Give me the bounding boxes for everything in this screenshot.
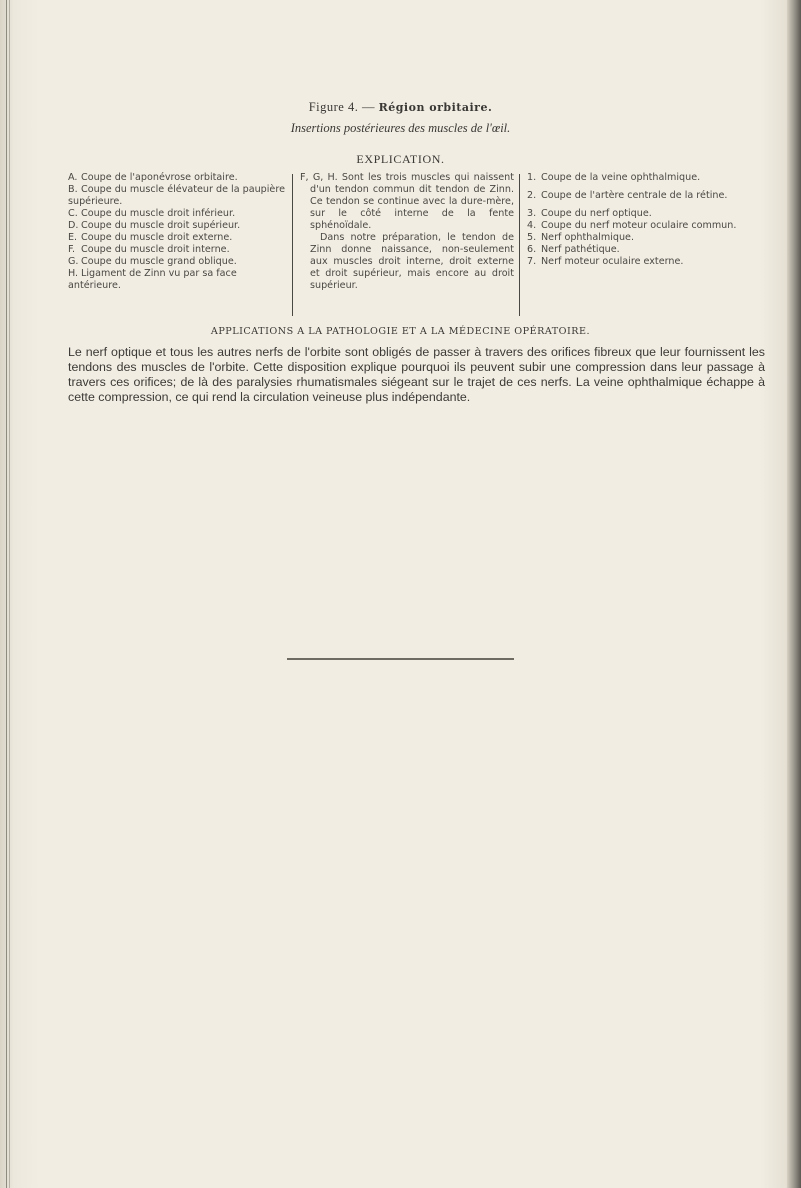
figure-label: Figure 4. — — [308, 100, 375, 114]
legend-description-column — [300, 172, 514, 292]
description-line: d'un tendon commun dit tendon de Zinn. — [310, 184, 514, 195]
description-line: et droit supérieur, mais encore au droit — [310, 268, 514, 279]
legend-item-b: B. Coupe du muscle élévateur de la paupière — [68, 184, 285, 195]
description-line: sur le côté interne de la fente sphénoïdale. — [310, 208, 514, 231]
legend-item-a: A. Coupe de l'aponévrose orbitaire. — [68, 172, 238, 183]
description-line: Ce tendon se continue avec la dure-mère, — [310, 196, 514, 207]
description-line: supérieur. — [310, 280, 358, 291]
column-divider-2 — [519, 174, 520, 316]
legend-item-3: 3. Coupe du nerf optique. — [527, 208, 652, 219]
description-line: F, G, H. Sont les trois muscles qui naissent — [300, 172, 514, 183]
column-divider-1 — [292, 174, 293, 316]
description-line: Zinn donne naissance, non-seulement — [310, 244, 514, 255]
legend-item-1: 1. Coupe de la veine ophthalmique. — [527, 172, 701, 183]
legend-letters-column — [68, 172, 290, 292]
legend-item-6: 6. Nerf pathétique. — [527, 244, 620, 255]
legend-item-c: C. Coupe du muscle droit inférieur. — [68, 208, 236, 219]
legend-item-d: D. Coupe du muscle droit supérieur. — [68, 220, 241, 231]
legend-item-7: 7. Nerf moteur oculaire externe. — [527, 256, 684, 267]
page-right-edge — [787, 0, 801, 1188]
legend-numbers-column — [527, 172, 767, 268]
legend-item-g: G. Coupe du muscle grand oblique. — [68, 256, 237, 267]
applications-heading: APPLICATIONS A LA PATHOLOGIE ET A LA MÉDECINE OPÉRATOIRE. — [210, 326, 591, 337]
figure-subtitle: Insertions postérieures des muscles de l'œil. — [290, 121, 511, 135]
description-line: Dans notre préparation, le tendon de — [320, 232, 514, 243]
binding-edge-line — [6, 0, 7, 1188]
explication-heading: EXPLICATION. — [356, 152, 445, 166]
legend-item-e: E. Coupe du muscle droit externe. — [68, 232, 233, 243]
legend-item-2: 2. Coupe de l'artère centrale de la rétine. — [527, 190, 728, 201]
binding-edge-line-inner — [9, 0, 10, 1188]
legend-item-4: 4. Coupe du nerf moteur oculaire commun. — [527, 220, 737, 231]
legend-item-f: F. Coupe du muscle droit interne. — [68, 244, 230, 255]
legend-item-b-continued: supérieure. — [68, 196, 123, 207]
figure-title — [0, 100, 801, 115]
figure-region: Région orbitaire. — [378, 101, 493, 114]
description-line: aux muscles droit interne, droit externe — [310, 256, 514, 267]
legend-item-h: H. Ligament de Zinn vu par sa face antérieure. — [68, 268, 237, 291]
applications-paragraph: Le nerf optique et tous les autres nerfs de l'orbite sont obligés de passer à travers des orifices fibreux que leur fournissent les tendons des muscles de l'orbite. Cette disposition explique pourquoi ils peuvent subir une compression dans leur passage à travers ces orifices; de là des paralysies rhumatismales siégeant sur le trajet de ces nerfs. La veine ophthalmique échappe à cette compression, ce qui rend la circulation veineuse plus indépendante. — [68, 345, 765, 404]
section-end-rule — [287, 658, 514, 660]
legend-item-5: 5. Nerf ophthalmique. — [527, 232, 635, 243]
